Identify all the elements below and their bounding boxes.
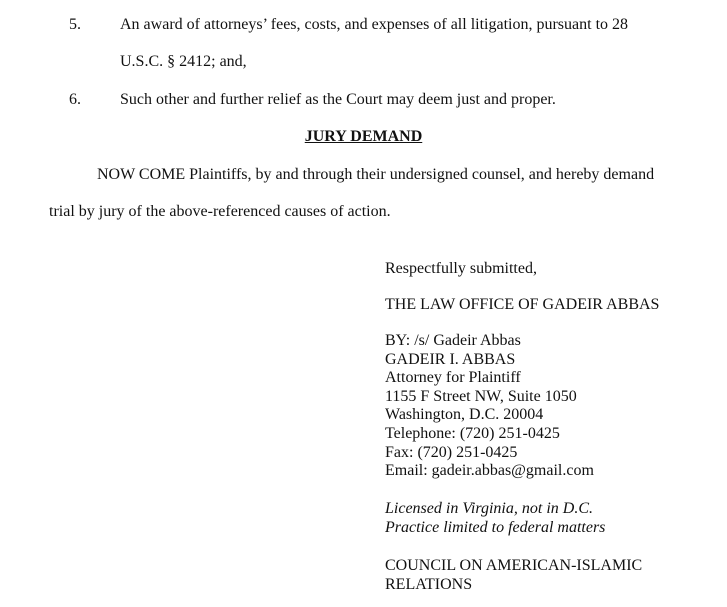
signature-by-line: BY: /s/ Gadeir Abbas <box>385 332 521 349</box>
address-line-2: Washington, D.C. 20004 <box>385 406 544 424</box>
item-6-line-1: Such other and further relief as the Court may deem just and proper. <box>120 91 556 108</box>
closing: Respectfully submitted, <box>385 260 537 277</box>
organization-line-2: RELATIONS <box>385 575 473 593</box>
telephone: Telephone: (720) 251-0425 <box>385 424 560 442</box>
item-number-6: 6. <box>69 91 81 108</box>
license-note <box>385 500 605 537</box>
license-line-1: Licensed in Virginia, not in D.C. <box>385 500 593 517</box>
address-line-1: 1155 F Street NW, Suite 1050 <box>385 387 577 405</box>
signature-block <box>385 332 594 481</box>
firm-name: THE LAW OFFICE OF GADEIR ABBAS <box>385 296 660 313</box>
attorney-name: GADEIR I. ABBAS <box>385 350 516 368</box>
email: Email: gadeir.abbas@gmail.com <box>385 462 594 480</box>
organization-line-1: COUNCIL ON AMERICAN-ISLAMIC <box>385 557 643 574</box>
fax: Fax: (720) 251-0425 <box>385 443 518 461</box>
jury-demand-line-2: trial by jury of the above-referenced causes of action. <box>49 203 391 220</box>
organization <box>385 557 642 594</box>
jury-demand-line-1: NOW COME Plaintiffs, by and through their undersigned counsel, and hereby demand <box>97 166 655 183</box>
jury-demand-heading: JURY DEMAND <box>304 128 423 145</box>
item-number-5: 5. <box>69 16 81 33</box>
attorney-role: Attorney for Plaintiff <box>385 369 521 387</box>
license-line-2: Practice limited to federal matters <box>385 518 606 536</box>
item-5-line-2: U.S.C. § 2412; and, <box>120 53 247 70</box>
item-5-line-1: An award of attorneys’ fees, costs, and expenses of all litigation, pursuant to 28 <box>120 16 629 33</box>
